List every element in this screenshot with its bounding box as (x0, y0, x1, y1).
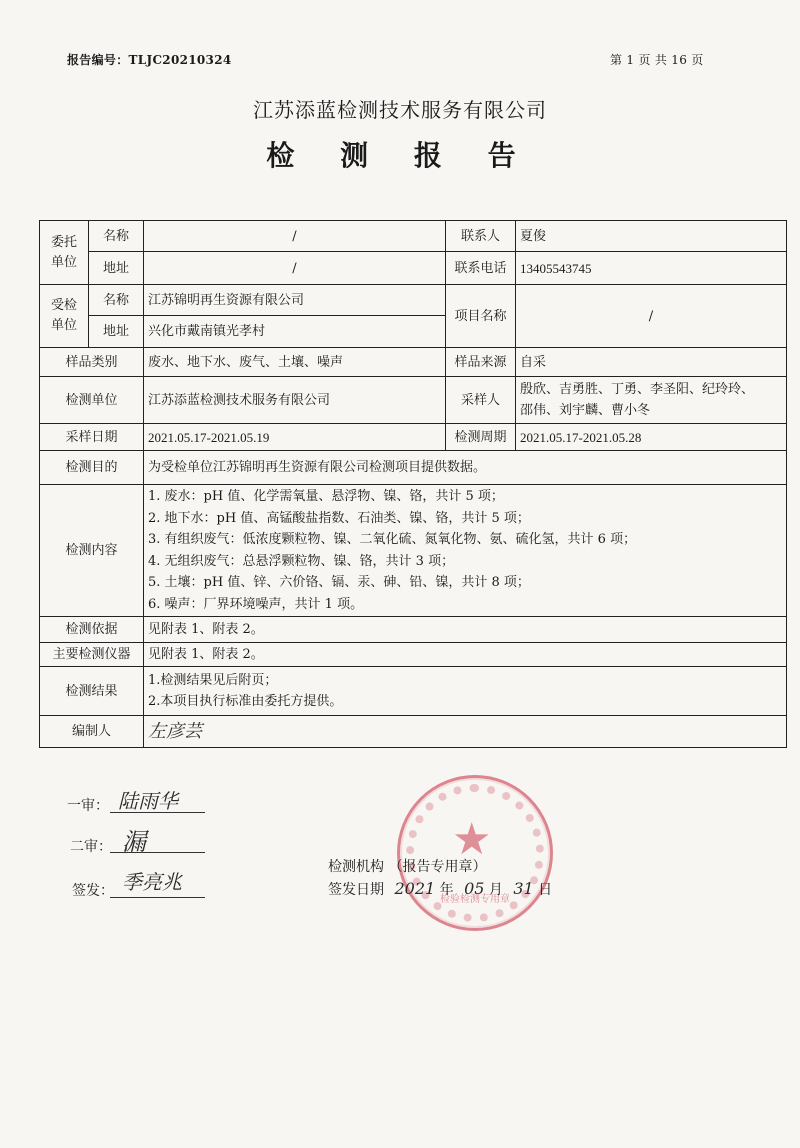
issue-date-year-unit: 年 (439, 882, 454, 898)
inspected-address-value: 兴化市戴南镇光孝村 (144, 316, 446, 348)
report-title: 检 测 报 告 (266, 139, 534, 172)
test-unit-label: 检测单位 (40, 377, 144, 424)
report-info-table (39, 220, 787, 748)
sample-type-label: 样品类别 (40, 348, 144, 377)
content-item: 2. 地下水：pH 值、高锰酸盐指数、石油类、镍、铬，共计 5 项； (148, 510, 530, 526)
phone-label: 联系电话 (446, 252, 516, 285)
phone-value: 13405543745 (516, 252, 787, 285)
purpose-value: 为受检单位江苏锦明再生资源有限公司检测项目提供数据。 (144, 451, 787, 485)
review1-line (110, 812, 205, 813)
issue-date-year: 2021 (394, 879, 436, 898)
issue-date-month: 05 (464, 879, 485, 898)
instrument-value: 见附表 1、附表 2。 (144, 643, 787, 667)
sampler-value (516, 377, 787, 424)
review1-label: 一审： (67, 798, 109, 814)
content-item: 4. 无组织废气：总悬浮颗粒物、镍、铬，共计 3 项； (148, 553, 455, 569)
test-period-label: 检测周期 (446, 424, 516, 451)
review2-line (110, 852, 205, 853)
sample-source-value: 自采 (516, 348, 787, 377)
sampling-date-label: 采样日期 (40, 424, 144, 451)
editor-label: 编制人 (40, 716, 144, 748)
editor-signature: 左彦芸 (144, 716, 787, 748)
project-label: 项目名称 (446, 285, 516, 348)
purpose-label: 检测目的 (40, 451, 144, 485)
result-line-1: 1.检测结果见后附页； (148, 672, 278, 688)
project-value: / (516, 285, 787, 348)
issue-line (110, 897, 205, 898)
issue-date-day: 31 (513, 879, 534, 898)
issuer-org-label: 检测机构 （报告专用章） (328, 859, 487, 875)
seal-subtext: 检验检测专用章 (440, 894, 510, 905)
instrument-label: 主要检测仪器 (40, 643, 144, 667)
sample-source-label: 样品来源 (446, 348, 516, 377)
client-address-label: 地址 (89, 252, 144, 285)
review2-label: 二审： (70, 839, 112, 855)
review2-signature: 漏 (122, 828, 146, 856)
test-period-value: 2021.05.17-2021.05.28 (516, 424, 787, 451)
content-item: 1. 废水：pH 值、化学需氧量、悬浮物、镍、铬，共计 5 项； (148, 489, 504, 504)
review1-signature: 陆雨华 (118, 789, 178, 813)
sample-type-value: 废水、地下水、废气、土壤、噪声 (144, 348, 446, 377)
official-seal (397, 775, 553, 931)
result-value (144, 667, 787, 716)
contact-label: 联系人 (446, 221, 516, 252)
inspected-label: 受检 单位 (40, 285, 89, 348)
contact-value: 夏俊 (516, 221, 787, 252)
test-unit-value: 江苏添蓝检测技术服务有限公司 (144, 377, 446, 424)
client-name-value: / (144, 221, 446, 252)
company-name: 江苏添蓝检测技术服务有限公司 (253, 98, 547, 122)
issue-date-month-unit: 月 (488, 882, 503, 898)
inspected-address-label: 地址 (89, 316, 144, 348)
content-item: 3. 有组织废气：低浓度颗粒物、镍、二氧化硫、氮氧化物、氨、硫化氢，共计 6 项； (148, 532, 637, 547)
result-line-2: 2.本项目执行标准由委托方提供。 (148, 694, 343, 709)
content-label: 检测内容 (40, 485, 144, 617)
sampler-line-1: 殷欣、吉勇胜、丁勇、李圣阳、纪玲玲、 (520, 381, 755, 397)
result-label: 检测结果 (40, 667, 144, 716)
basis-value: 见附表 1、附表 2。 (144, 617, 787, 643)
inspected-name-label: 名称 (89, 285, 144, 316)
client-name-label: 名称 (89, 221, 144, 252)
issue-signature: 季亮兆 (122, 870, 182, 894)
issue-date-day-unit: 日 (538, 882, 553, 898)
client-address-value: / (144, 252, 446, 285)
issue-label: 签发： (72, 883, 114, 899)
inspected-name-value: 江苏锦明再生资源有限公司 (144, 285, 446, 316)
report-number: 报告编号：TLJC20210324 (67, 53, 232, 67)
content-list (144, 485, 787, 617)
basis-label: 检测依据 (40, 617, 144, 643)
star-icon: ★ (452, 814, 492, 865)
content-item: 5. 土壤：pH 值、锌、六价铬、镉、汞、砷、铅、镍，共计 8 项； (148, 575, 530, 590)
sampler-line-2: 邵伟、刘宇麟、曹小冬 (520, 403, 651, 418)
issue-date (328, 879, 552, 899)
sampler-label: 采样人 (446, 377, 516, 424)
content-item: 6. 噪声：厂界环境噪声，共计 1 项。 (148, 596, 364, 612)
client-label: 委托 单位 (40, 221, 89, 285)
issue-date-label: 签发日期 (328, 882, 384, 898)
sampling-date-value: 2021.05.17-2021.05.19 (144, 424, 446, 451)
page-info: 第 1 页 共 16 页 (610, 53, 704, 67)
